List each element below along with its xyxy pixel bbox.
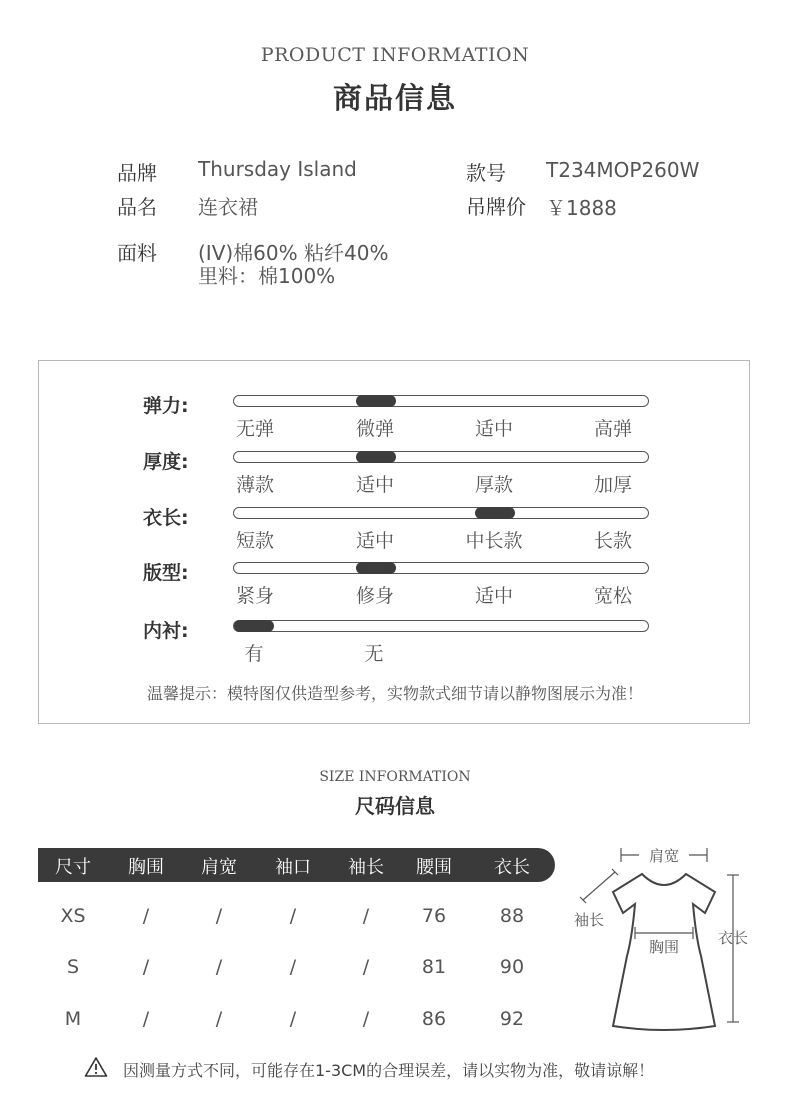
attribute-label: 内衬: <box>143 620 189 642</box>
size-table-cell: 81 <box>421 956 447 978</box>
attribute-option: 修身 <box>355 585 394 607</box>
attribute-label: 版型: <box>143 562 189 584</box>
attribute-option: 适中 <box>355 530 394 552</box>
price-label: 吊牌价 <box>466 195 526 219</box>
size-header-cell: 衣长 <box>494 857 530 878</box>
size-header-cell: 尺寸 <box>55 857 91 878</box>
attribute-option: 宽松 <box>593 585 632 607</box>
brand-value: Thursday Island <box>198 157 357 181</box>
brand-label: 品牌 <box>117 161 157 185</box>
name-value: 连衣裙 <box>198 195 258 219</box>
size-table-cell: / <box>142 905 150 927</box>
style-label: 款号 <box>466 161 506 185</box>
attribute-option: 长款 <box>593 530 632 552</box>
attribute-option: 紧身 <box>235 585 274 607</box>
size-table-cell: / <box>142 956 150 978</box>
size-table-cell: / <box>362 905 370 927</box>
diagram-sleeve-label: 袖长 <box>573 911 605 929</box>
attribute-track <box>233 562 649 574</box>
diagram-chest-label: 胸围 <box>648 938 680 956</box>
dress-measure-diagram <box>565 840 765 1040</box>
attribute-track <box>233 620 649 632</box>
attribute-option: 短款 <box>235 530 274 552</box>
fabric-line-1: (IV)棉60% 粘纤40% <box>198 241 389 265</box>
attribute-option: 厚款 <box>474 474 513 496</box>
size-table-cell: / <box>289 1008 297 1030</box>
attribute-label: 弹力: <box>143 395 189 417</box>
attribute-option: 适中 <box>355 474 394 496</box>
attribute-track <box>233 395 649 407</box>
attribute-option: 加厚 <box>593 474 632 496</box>
size-header-cell: 袖口 <box>275 857 311 878</box>
attribute-option: 适中 <box>474 585 513 607</box>
attribute-label: 厚度: <box>143 451 189 473</box>
attribute-track <box>233 507 649 519</box>
attribute-knob <box>234 620 274 632</box>
section-title-zh: 商品信息 <box>332 81 457 115</box>
attribute-knob <box>356 451 396 463</box>
attributes-panel <box>38 360 750 724</box>
size-table-cell: 88 <box>499 905 525 927</box>
size-table-cell: / <box>215 1008 223 1030</box>
diagram-shoulder-label: 肩宽 <box>648 847 680 865</box>
size-title-zh: 尺码信息 <box>355 794 435 818</box>
attribute-knob <box>356 395 396 407</box>
size-table-cell: 90 <box>499 956 525 978</box>
size-table-cell: / <box>289 905 297 927</box>
size-header-cell: 袖长 <box>348 857 384 878</box>
attribute-knob <box>475 507 515 519</box>
price-value: ￥1888 <box>546 196 617 220</box>
size-table-cell: 92 <box>499 1008 525 1030</box>
size-table-cell: 86 <box>421 1008 447 1030</box>
size-table-cell: / <box>362 956 370 978</box>
size-table-cell: / <box>215 905 223 927</box>
attribute-option: 微弹 <box>355 418 394 440</box>
size-table-cell: / <box>362 1008 370 1030</box>
section-title-en: PRODUCT INFORMATION <box>260 44 530 66</box>
attribute-option: 中长款 <box>465 530 523 552</box>
size-table-cell: 76 <box>421 905 447 927</box>
fabric-line-2: 里料：棉100% <box>198 264 336 288</box>
name-label: 品名 <box>117 195 157 219</box>
diagram-length-label: 衣长 <box>717 929 749 947</box>
size-table-cell: M <box>64 1008 82 1030</box>
attribute-option: 适中 <box>474 418 513 440</box>
attribute-option: 无弹 <box>235 418 274 440</box>
size-table-cell: XS <box>60 905 86 927</box>
size-table-cell: S <box>66 956 80 978</box>
measurement-note: 因测量方式不同，可能存在1-3CM的合理误差，请以实物为准，敬请谅解！ <box>123 1061 655 1080</box>
attribute-knob <box>356 562 396 574</box>
warning-icon <box>84 1056 108 1078</box>
attribute-option: 高弹 <box>593 418 632 440</box>
attribute-option: 有 <box>244 643 264 665</box>
size-header-cell: 胸围 <box>128 857 164 878</box>
size-table-cell: / <box>142 1008 150 1030</box>
tip-text: 温馨提示：模特图仅供造型参考，实物款式细节请以静物图展示为准！ <box>146 684 643 703</box>
attribute-track <box>233 451 649 463</box>
size-header-cell: 肩宽 <box>201 857 237 878</box>
size-header-cell: 腰围 <box>416 857 452 878</box>
size-table-cell: / <box>215 956 223 978</box>
attribute-option: 无 <box>364 643 384 665</box>
style-value: T234MOP260W <box>546 158 700 182</box>
size-title-en: SIZE INFORMATION <box>319 769 471 785</box>
attribute-option: 薄款 <box>235 474 274 496</box>
size-table-cell: / <box>289 956 297 978</box>
fabric-label: 面料 <box>117 241 157 265</box>
attribute-label: 衣长: <box>143 507 189 529</box>
